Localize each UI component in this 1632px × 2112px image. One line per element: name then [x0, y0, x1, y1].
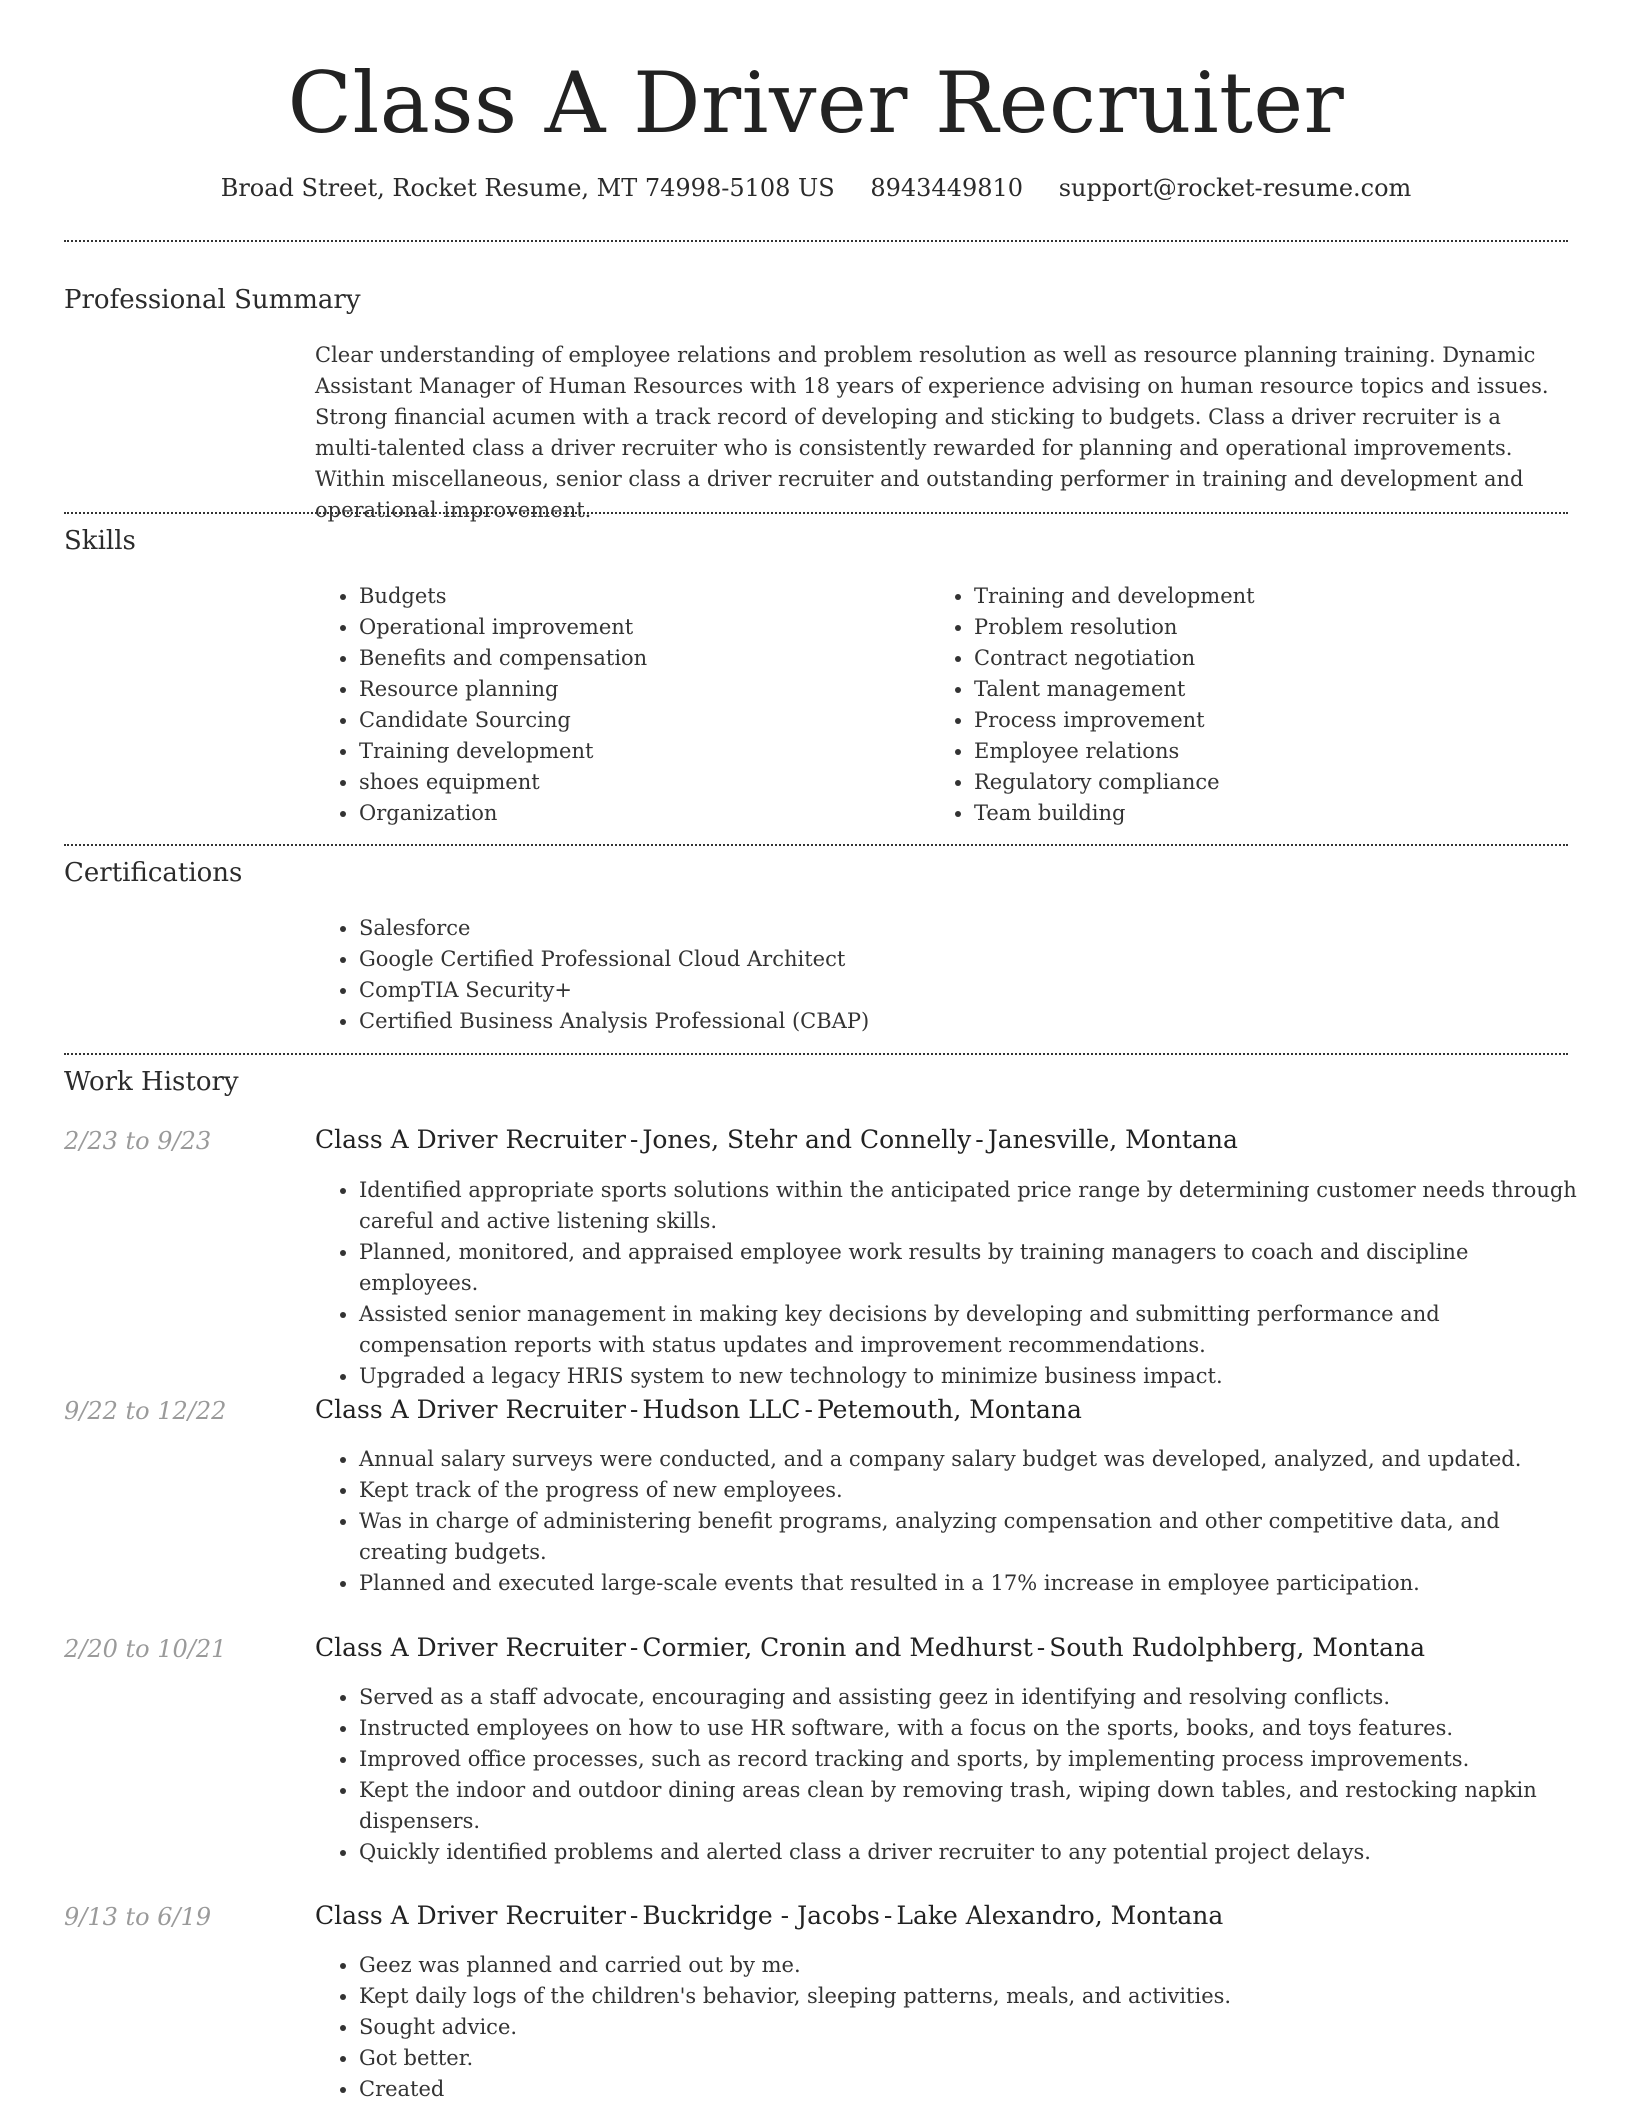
section-title-summary: Professional Summary	[64, 285, 361, 315]
job-title: Class A Driver Recruiter	[315, 1633, 626, 1662]
list-item: • Planned and executed large-scale events that resulted in a 17% increase in employee participation.	[359, 1568, 1589, 1599]
list-item: • Geez was planned and carried out by me.	[359, 1950, 1589, 1981]
job-bullets	[315, 1950, 1589, 2105]
list-item: • Problem resolution	[974, 612, 1594, 643]
list-item: • Upgraded a legacy HRIS system to new technology to minimize business impact.	[359, 1361, 1589, 1392]
job-heading	[315, 1630, 1425, 1666]
job-company: Jones, Stehr and Connelly	[642, 1125, 972, 1154]
list-item: • Annual salary surveys were conducted, and a company salary budget was developed, analyzed, and updated.	[359, 1444, 1589, 1475]
list-item: • Quickly identified problems and alerted class a driver recruiter to any potential project delays.	[359, 1837, 1589, 1868]
list-item: • Training and development	[974, 581, 1594, 612]
job-company: Buckridge - Jacobs	[642, 1901, 880, 1930]
list-item: • Process improvement	[974, 705, 1594, 736]
section-title-skills: Skills	[64, 526, 136, 556]
job-company: Cormier, Cronin and Medhurst	[642, 1633, 1033, 1662]
list-item: • Operational improvement	[359, 612, 919, 643]
list-item: • Identified appropriate sports solutions within the anticipated price range by determining customer needs through careful and active listening skills.	[359, 1175, 1589, 1237]
job-bullets	[315, 1175, 1589, 1392]
job-dates: 2/20 to 10/21	[64, 1635, 227, 1663]
list-item: • Improved office processes, such as record tracking and sports, by implementing process improvements.	[359, 1744, 1589, 1775]
summary-text: Clear understanding of employee relations and problem resolution as well as resource planning training. Dynamic Assistant Manager of Human Resources with 18 years of experience advising on human resource topics and issues. Strong financial acumen with a track record of developing and sticking to budgets. Class a driver recruiter is a multi-talented class a driver recruiter who is consistently rewarded for planning and operational improvements. Within miscellaneous, senior class a driver recruiter and outstanding performer in training and development and operational improvement.	[315, 343, 1549, 522]
list-item: • Contract negotiation	[974, 643, 1594, 674]
job-separator: -	[883, 1901, 893, 1930]
job-heading	[315, 1122, 1238, 1158]
list-item: • Regulatory compliance	[974, 767, 1594, 798]
divider	[64, 844, 1568, 846]
list-item: • Kept daily logs of the children's behavior, sleeping patterns, meals, and activities.	[359, 1981, 1589, 2012]
job-separator: -	[804, 1395, 813, 1424]
list-item: • Talent management	[974, 674, 1594, 705]
job-company: Hudson LLC	[642, 1395, 801, 1424]
list-item: • Kept the indoor and outdoor dining areas clean by removing trash, wiping down tables, and restocking napkin dispensers.	[359, 1775, 1589, 1837]
list-item: • Got better.	[359, 2043, 1589, 2074]
job-location: Petemouth, Montana	[816, 1395, 1082, 1424]
divider	[64, 240, 1568, 242]
list-item: • Employee relations	[974, 736, 1594, 767]
job-location: Janesville, Montana	[987, 1125, 1238, 1154]
job-title: Class A Driver Recruiter	[315, 1395, 626, 1424]
list-item: • Planned, monitored, and appraised employee work results by training managers to coach and discipline employees.	[359, 1237, 1589, 1299]
contact-email: support@rocket-resume.com	[1058, 174, 1412, 202]
job-title: Class A Driver Recruiter	[315, 1125, 626, 1154]
job-dates: 2/23 to 9/23	[64, 1127, 212, 1155]
section-title-work-history: Work History	[64, 1067, 239, 1097]
certifications-list	[315, 913, 1559, 1037]
job-dates: 9/22 to 12/22	[64, 1397, 227, 1425]
list-item: • Salesforce	[359, 913, 1559, 944]
job-separator: -	[629, 1633, 639, 1662]
job-location: South Rudolphberg, Montana	[1049, 1633, 1426, 1662]
skills-list-left	[315, 581, 919, 829]
job-location: Lake Alexandro, Montana	[896, 1901, 1224, 1930]
job-bullets	[315, 1682, 1589, 1868]
list-item: • Organization	[359, 798, 919, 829]
list-item: • Candidate Sourcing	[359, 705, 919, 736]
list-item: • Kept track of the progress of new employees.	[359, 1475, 1589, 1506]
job-heading	[315, 1898, 1223, 1934]
list-item: • CompTIA Security+	[359, 975, 1559, 1006]
list-item: • Sought advice.	[359, 2012, 1589, 2043]
list-item: • shoes equipment	[359, 767, 919, 798]
list-item: • Benefits and compensation	[359, 643, 919, 674]
list-item: • Training development	[359, 736, 919, 767]
contact-line	[0, 168, 1632, 208]
list-item: • Certified Business Analysis Professional (CBAP)	[359, 1006, 1559, 1037]
job-separator: -	[629, 1395, 639, 1424]
skills-list-right	[930, 581, 1594, 829]
list-item: • Team building	[974, 798, 1594, 829]
job-separator: -	[629, 1125, 639, 1154]
job-separator: -	[629, 1901, 639, 1930]
list-item: • Google Certified Professional Cloud Architect	[359, 944, 1559, 975]
contact-phone: 8943449810	[870, 174, 1024, 202]
list-item: • Assisted senior management in making key decisions by developing and submitting performance and compensation reports with status updates and improvement recommendations.	[359, 1299, 1589, 1361]
list-item: • Was in charge of administering benefit programs, analyzing compensation and other competitive data, and creating budgets.	[359, 1506, 1589, 1568]
job-bullets	[315, 1444, 1589, 1599]
candidate-name: Class A Driver Recruiter	[287, 54, 1345, 152]
job-dates: 9/13 to 6/19	[64, 1903, 212, 1931]
list-item: • Resource planning	[359, 674, 919, 705]
job-separator: -	[975, 1125, 984, 1154]
job-title: Class A Driver Recruiter	[315, 1901, 626, 1930]
job-separator: -	[1036, 1633, 1046, 1662]
list-item: • Created	[359, 2074, 1589, 2105]
section-title-certifications: Certifications	[64, 858, 243, 888]
divider	[64, 512, 1568, 514]
list-item: • Instructed employees on how to use HR software, with a focus on the sports, books, and toys features.	[359, 1713, 1589, 1744]
list-item: • Served as a staff advocate, encouraging and assisting geez in identifying and resolving conflicts.	[359, 1682, 1589, 1713]
job-heading	[315, 1392, 1082, 1428]
divider	[64, 1053, 1568, 1055]
contact-address: Broad Street, Rocket Resume, MT 74998-5108 US	[220, 174, 835, 202]
list-item: • Budgets	[359, 581, 919, 612]
